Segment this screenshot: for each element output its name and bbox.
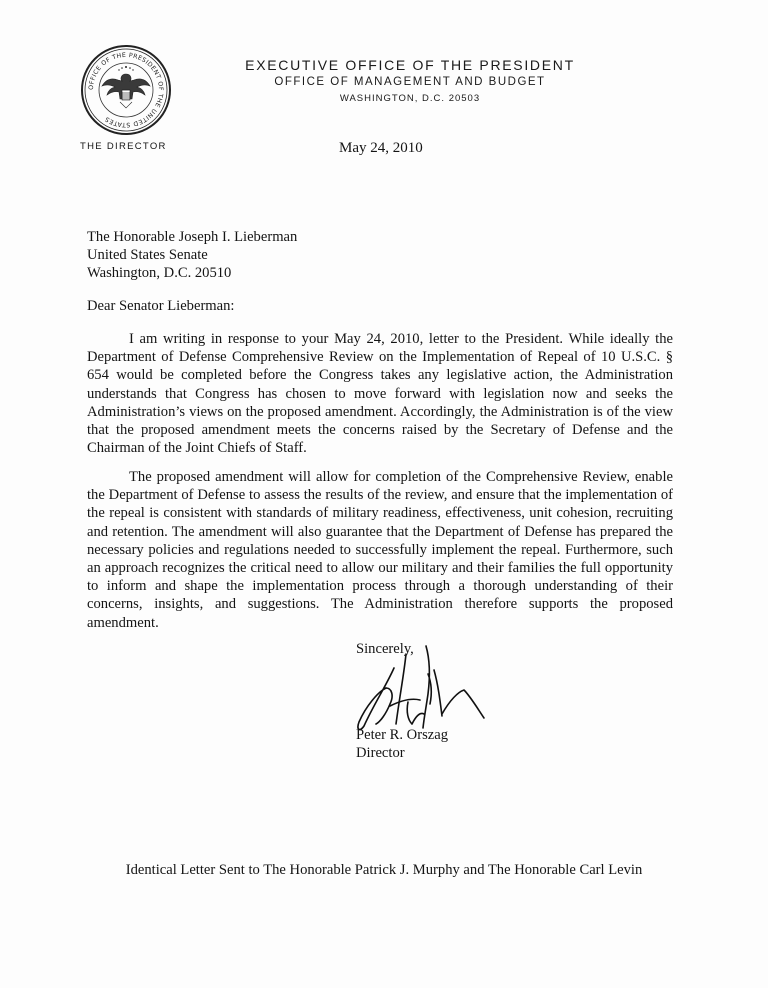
- salutation: Dear Senator Lieberman:: [87, 298, 235, 314]
- letterhead-line-address: WASHINGTON, D.C. 20503: [339, 93, 481, 104]
- letterhead-line-omb: OFFICE OF MANAGEMENT AND BUDGET: [274, 76, 546, 88]
- addressee-organization: United States Senate: [87, 247, 208, 263]
- seal-text: OFFICE OF THE PRESIDENT OF THE UNITED STATES: [87, 51, 165, 129]
- signer-title: Director: [356, 745, 405, 761]
- letterhead-line-executive-office: EXECUTIVE OFFICE OF THE PRESIDENT: [245, 57, 575, 73]
- body-paragraph: The proposed amendment will allow for completion of the Comprehensive Review, enable the Department of Defense to assess the results of the review, and ensure that the implementation of the repeal is consistent with standards of military readiness, effectiveness, unit cohesion, recruiting and retention. The amendment will also guarantee that the Department of Defense has prepared the necessary policies and regulations needed to successfully implement the repeal. Furthermore, such an approach recognizes the critical need to allow our military and their families the full opportunity to inform and shape the implementation process through a thorough understanding of their concerns, insights, and suggestions. The Administration therefore supports the proposed amendment.: [87, 469, 673, 631]
- copy-distribution-note: Identical Letter Sent to The Honorable Patrick J. Murphy and The Honorable Carl Levin: [125, 862, 643, 878]
- body-paragraph: I am writing in response to your May 24, 2010, letter to the President. While ideally the Department of Defense Comprehensive Review on the Implementation of Repeal of 10 U.S.C. § 654 would be completed before the Congress takes any legislative action, the Administration understands that Congress has chosen to move forward with legislation now and seeks the Administration’s views on the proposed amendment. Accordingly, the Administration is of the view that the proposed amendment meets the concerns raised by the Secretary of Defense and the Chairman of the Joint Chiefs of Staff.: [87, 331, 673, 457]
- closing: Sincerely,: [356, 641, 414, 657]
- addressee-city: Washington, D.C. 20510: [87, 265, 232, 281]
- handwritten-signature: [346, 634, 496, 738]
- addressee-name: The Honorable Joseph I. Lieberman: [87, 229, 298, 245]
- presidential-seal-icon: [80, 44, 172, 136]
- letter-date: May 24, 2010: [339, 140, 423, 156]
- director-label: THE DIRECTOR: [80, 141, 167, 152]
- signer-name: Peter R. Orszag: [356, 727, 448, 743]
